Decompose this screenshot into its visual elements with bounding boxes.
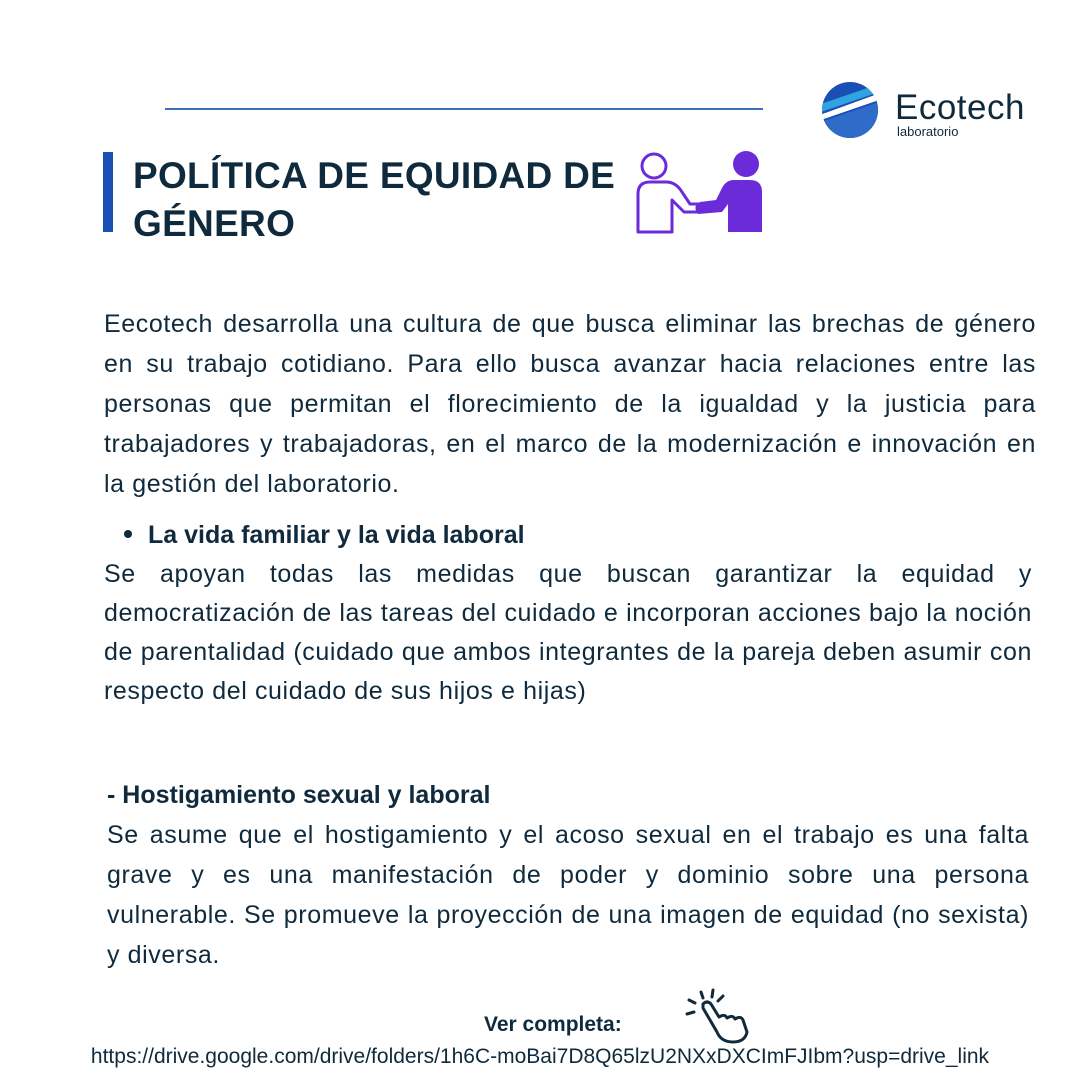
cta-label: Ver completa: bbox=[484, 1013, 622, 1036]
section-heading-harassment: - Hostigamiento sexual y laboral bbox=[107, 781, 491, 809]
header-divider bbox=[165, 108, 763, 110]
brand-subtitle: laboratorio bbox=[897, 124, 959, 139]
bullet-dot bbox=[124, 530, 132, 538]
page-title: POLÍTICA DE EQUIDAD DE GÉNERO bbox=[133, 155, 616, 244]
ecotech-logo-icon bbox=[815, 80, 885, 140]
section-heading-family bbox=[124, 516, 824, 554]
intro-paragraph: Eecotech desarrolla una cultura de que busca eliminar las brechas de género en su trabajo cotidiano. Para ello busca avanzar hacia relaciones entre las personas que permitan el florecimiento de la igualdad y la justicia para trabajadores y trabajadoras, en el marco de la modernización e innovación en la gestión del laboratorio. bbox=[104, 310, 1036, 498]
handshake-icon bbox=[632, 148, 767, 238]
section-heading-family-label: La vida familiar y la vida laboral bbox=[148, 521, 525, 549]
brand-name: Ecotech bbox=[895, 88, 1025, 127]
section-body-family: Se apoyan todas las medidas que buscan garantizar la equidad y democratización de las tareas del cuidado e incorporan acciones bajo la noción de parentalidad (cuidado que ambos integrantes de la pareja deben asumir con respecto del cuidado de sus hijos e hijas) bbox=[104, 560, 1032, 705]
click-hand-icon bbox=[683, 988, 755, 1046]
title-accent-bar bbox=[103, 152, 113, 232]
section-body-harassment: Se asume que el hostigamiento y el acoso sexual en el trabajo es una falta grave y es una manifestación de poder y dominio sobre una persona vulnerable. Se promueve la proyección de una imagen de equidad (no sexista) y diversa. bbox=[107, 821, 1029, 969]
drive-link[interactable]: https://drive.google.com/drive/folders/1h6C-moBai7D8Q65lzU2NXxDXCImFJIbm?usp=drive_link bbox=[90, 1045, 990, 1068]
ecotech-logo bbox=[815, 80, 1045, 140]
